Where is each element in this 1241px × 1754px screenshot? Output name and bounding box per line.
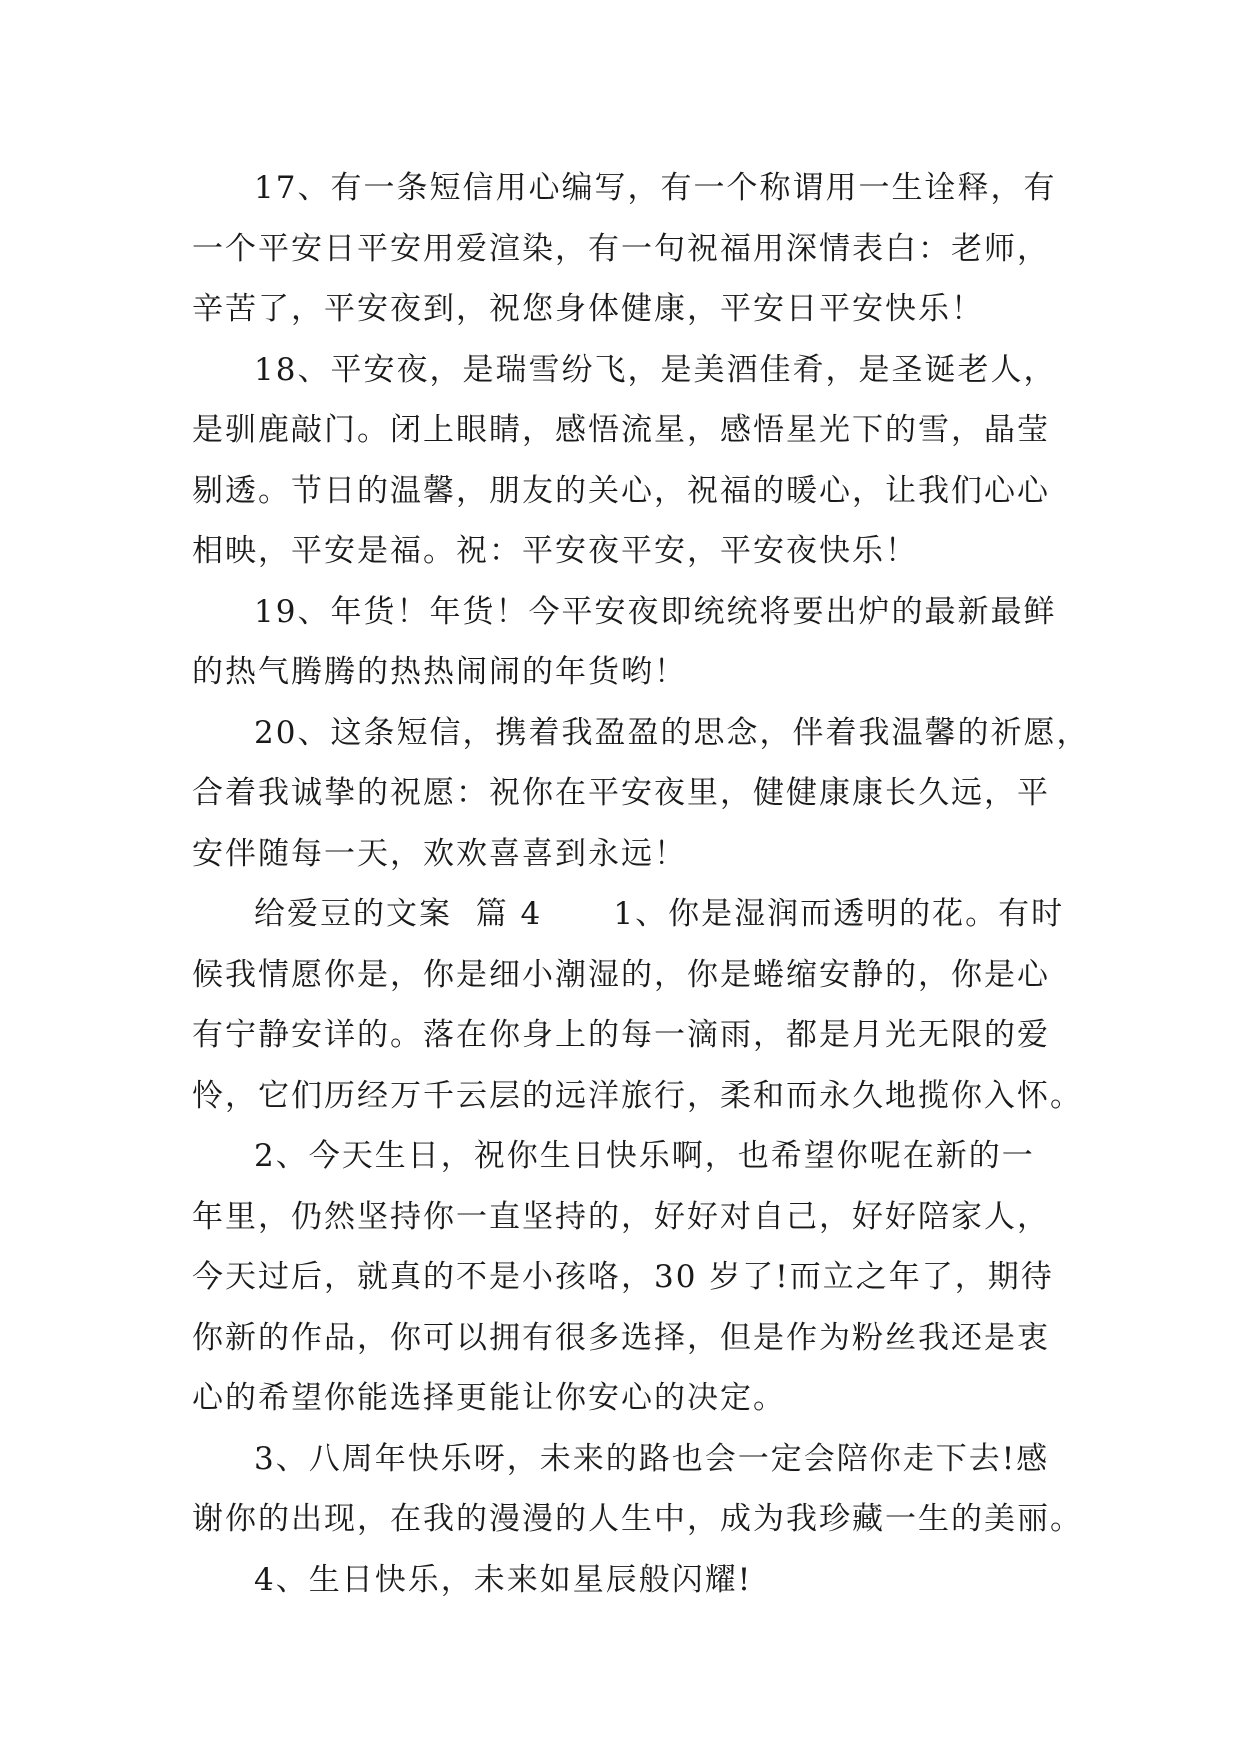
paragraph-19 <box>192 582 1057 703</box>
paragraph-3 <box>192 1429 1083 1550</box>
text-line: 谢你的出现，在我的漫漫的人生中，成为我珍藏一生的美丽。 <box>192 1501 1083 1537</box>
document-body <box>192 158 1090 1610</box>
text-line: 17、有一条短信用心编写，有一个称谓用一生诠释，有 <box>254 170 1057 206</box>
text-line: 3、八周年快乐呀，未来的路也会一定会陪你走下去!感 <box>254 1440 1050 1477</box>
section-heading-line: 给爱豆的文案 篇 4 1、你是湿润而透明的花。有时 <box>254 896 1065 932</box>
text-line: 剔透。节日的温馨，朋友的关心，祝福的暖心，让我们心心 <box>192 472 1050 509</box>
text-line: 今天过后，就真的不是小孩咯，30 岁了!而立之年了，期待 <box>192 1259 1054 1295</box>
text-line: 的热气腾腾的热热闹闹的年货哟！ <box>192 654 687 690</box>
text-line: 心的希望你能选择更能让你安心的决定。 <box>192 1380 786 1416</box>
text-line: 是驯鹿敲门。闭上眼睛，感悟流星，感悟星光下的雪，晶莹 <box>192 412 1050 448</box>
paragraph-18 <box>192 340 1057 582</box>
text-line: 有宁静安详的。落在你身上的每一滴雨，都是月光无限的爱 <box>192 1017 1050 1053</box>
text-line: 20、这条短信，携着我盈盈的思念，伴着我温馨的祈愿， <box>254 714 1090 751</box>
paragraph-20 <box>192 703 1090 885</box>
text-line: 你新的作品，你可以拥有很多选择，但是作为粉丝我还是衷 <box>192 1319 1050 1356</box>
text-line: 一个平安日平安用爱渲染，有一句祝福用深情表白：老师， <box>192 230 1050 267</box>
text-line: 相映，平安是福。祝：平安夜平安，平安夜快乐！ <box>192 533 918 569</box>
text-line: 怜，它们历经万千云层的远洋旅行，柔和而永久地揽你入怀。 <box>192 1077 1083 1114</box>
text-line: 辛苦了，平安夜到，祝您身体健康，平安日平安快乐！ <box>192 291 984 327</box>
text-line: 候我情愿你是，你是细小潮湿的，你是蜷缩安静的，你是心 <box>192 956 1050 993</box>
paragraph-2 <box>192 1126 1052 1429</box>
text-line: 4、生日快乐，未来如星辰般闪耀! <box>254 1561 753 1598</box>
text-line: 2、今天生日，祝你生日快乐啊，也希望你呢在新的一 <box>254 1138 1035 1174</box>
paragraph-4 <box>192 1550 1052 1611</box>
paragraph-17 <box>192 158 1057 340</box>
text-line: 19、年货！年货！今平安夜即统统将要出炉的最新最鲜 <box>254 593 1057 630</box>
text-line: 18、平安夜，是瑞雪纷飞，是美酒佳肴，是圣诞老人， <box>254 351 1057 388</box>
text-line: 年里，仍然坚持你一直坚持的，好好对自己，好好陪家人， <box>192 1198 1050 1235</box>
text-line: 合着我诚挚的祝愿：祝你在平安夜里，健健康康长久远，平 <box>192 775 1050 811</box>
paragraph-section-4 <box>192 884 1083 1126</box>
text-line: 安伴随每一天，欢欢喜喜到永远！ <box>192 835 687 872</box>
